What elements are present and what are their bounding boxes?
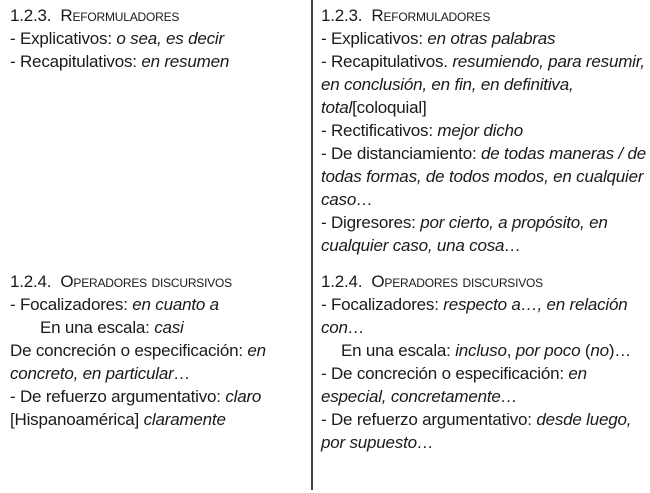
left-reformuladores-section	[10, 4, 306, 73]
section-heading	[321, 4, 646, 27]
item-label: - Focalizadores:	[321, 295, 444, 314]
section-number: 1.2.3.	[10, 6, 52, 25]
section-heading	[10, 270, 306, 293]
list-item	[321, 408, 646, 454]
item-examples: mejor dicho	[437, 121, 524, 140]
section-title: Reformuladores	[371, 6, 491, 25]
item-label: - De concreción o especificación:	[321, 364, 569, 383]
item-examples: claro	[225, 387, 262, 406]
section-heading	[321, 270, 646, 293]
list-item	[10, 293, 306, 316]
item-label: En una escala:	[341, 341, 456, 360]
list-item	[321, 119, 646, 142]
list-item	[10, 316, 306, 339]
list-item	[321, 211, 646, 257]
item-note: [coloquial]	[352, 98, 427, 117]
item-label: - Explicativos:	[10, 29, 117, 48]
item-label: - De distanciamiento:	[321, 144, 482, 163]
item-separator: ,	[506, 341, 516, 360]
item-label: - Recapitulativos:	[10, 52, 142, 71]
item-label: - Rectificativos:	[321, 121, 438, 140]
item-label: - Focalizadores:	[10, 295, 133, 314]
item-examples: desde luego, por supuesto…	[321, 410, 632, 452]
item-examples: en concreto, en particular…	[10, 341, 266, 383]
item-label: - Digresores:	[321, 213, 421, 232]
section-number: 1.2.4.	[321, 272, 363, 291]
list-item	[321, 339, 646, 362]
item-examples: en cuanto a	[132, 295, 219, 314]
item-label: De concreción o especificación:	[10, 341, 248, 360]
item-label: - De refuerzo argumentativo:	[10, 387, 226, 406]
list-item	[10, 27, 306, 50]
list-item	[10, 339, 306, 385]
left-operadores-section	[10, 270, 306, 431]
item-examples: por poco	[515, 341, 581, 360]
item-examples: por cierto, a propósito, en cualquier caso, una cosa…	[321, 213, 608, 255]
list-item	[321, 293, 646, 339]
item-note: [Hispanoamérica]	[10, 410, 144, 429]
item-examples: claramente	[143, 410, 226, 429]
item-label: En una escala:	[40, 318, 155, 337]
list-item	[321, 142, 646, 211]
item-paren: (	[580, 341, 591, 360]
item-examples: o sea, es decir	[116, 29, 224, 48]
item-label: - De refuerzo argumentativo:	[321, 410, 537, 429]
section-heading	[10, 4, 306, 27]
column-divider	[311, 0, 313, 490]
item-examples: incluso	[455, 341, 507, 360]
item-label: - Recapitulativos.	[321, 52, 453, 71]
item-paren: )…	[608, 341, 632, 360]
item-examples: casi	[154, 318, 184, 337]
item-examples: no	[590, 341, 609, 360]
section-title: Operadores discursivos	[60, 272, 232, 291]
item-examples: respecto a…, en relación con…	[321, 295, 628, 337]
list-item	[321, 27, 646, 50]
section-title: Reformuladores	[60, 6, 180, 25]
right-operadores-section	[321, 270, 646, 454]
list-item	[10, 50, 306, 73]
item-examples: en especial, concretamente…	[321, 364, 587, 406]
list-item	[10, 385, 306, 431]
section-title: Operadores discursivos	[371, 272, 543, 291]
list-item	[321, 50, 646, 119]
item-examples: de todas maneras / de todas formas, de todos modos, en cualquier caso…	[321, 144, 646, 209]
item-examples: resumiendo, para resumir, en conclusión, en fin, en definitiva, total	[321, 52, 645, 117]
item-examples: en otras palabras	[427, 29, 556, 48]
item-label: - Explicativos:	[321, 29, 428, 48]
section-number: 1.2.4.	[10, 272, 52, 291]
section-number: 1.2.3.	[321, 6, 363, 25]
item-examples: en resumen	[141, 52, 230, 71]
right-reformuladores-section	[321, 4, 646, 257]
list-item	[321, 362, 646, 408]
